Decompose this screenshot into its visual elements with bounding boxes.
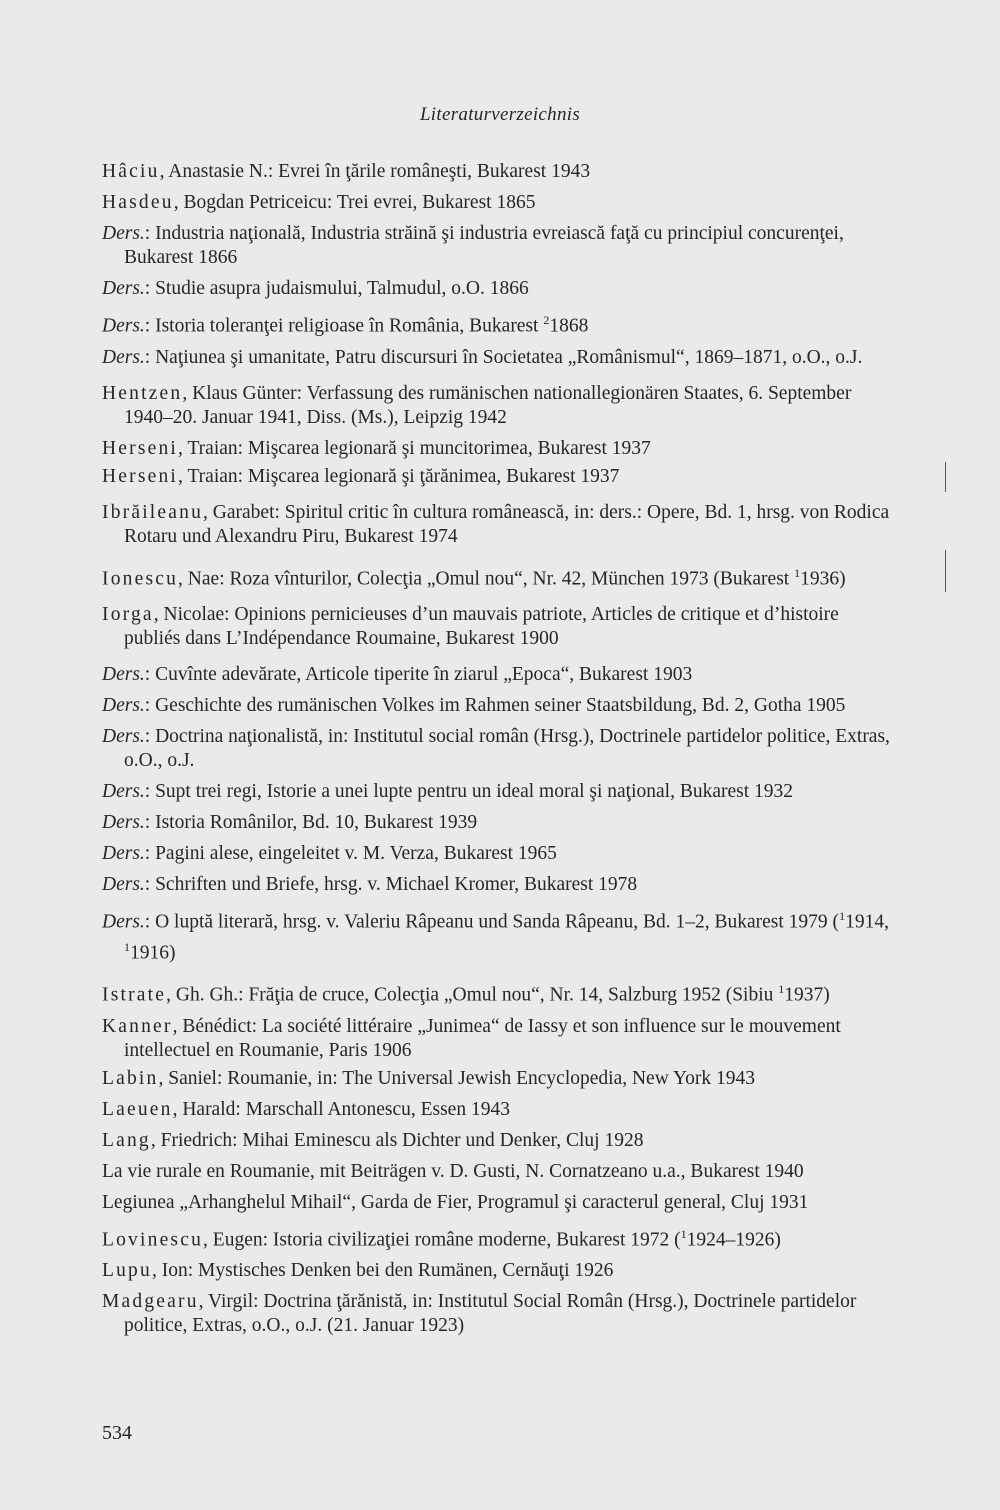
bibliography-entry (102, 694, 897, 718)
entry-text: , Bénédict: La société littéraire „Junimea“ de Iassy et son influence sur le mouvement intellectuel en Roumanie, Paris 1906 (124, 1015, 841, 1061)
entry-text: : Geschichte des rumänischen Volkes im Rahmen seiner Staatsbildung, Bd. 2, Gotha 1905 (144, 695, 846, 716)
entry-ders: Ders. (102, 346, 145, 368)
bibliography-entry (102, 904, 897, 965)
bleed-through-mark (945, 550, 946, 592)
entry-text: , Ion: Mystisches Denken bei den Rumänen, Cernăuţi 1926 (151, 1260, 614, 1281)
entry-text: , Saniel: Roumanie, in: The Universal Jewish Encyclopedia, New York 1943 (158, 1067, 755, 1089)
entry-text: : Doctrina naţionalistă, in: Institutul social român (Hrsg.), Doctrinele partidelor politice, Extras, o.O., o.J. (124, 726, 890, 771)
entry-text: , Gh. Gh.: Frăţia de cruce, Colecţia „Omul nou“, Nr. 14, Salzburg 1952 (Sibiu (166, 984, 779, 1006)
bibliography-list (102, 160, 897, 1345)
bibliography-entry (102, 725, 897, 773)
entry-author: Labin (102, 1067, 159, 1089)
entry-author: Hâciu (102, 161, 160, 182)
entry-text: , Traian: Mişcarea legionară şi muncitorimea, Bukarest 1937 (178, 437, 651, 459)
entry-author: Madgearu (102, 1291, 199, 1312)
entry-ders: Ders. (102, 812, 145, 833)
entry-author: Lupu (102, 1260, 152, 1281)
bibliography-entry (102, 561, 897, 592)
entry-ders: Ders. (102, 726, 145, 747)
entry-author: Hasdeu (102, 192, 174, 213)
bibliography-entry (102, 1259, 897, 1283)
bibliography-entry (102, 1160, 897, 1184)
entry-author: Herseni (102, 437, 179, 459)
entry-ders: Ders. (102, 695, 145, 716)
entry-text: Legiunea „Arhanghelul Mihail“, Garda de Fier, Programul şi caracterul general, Cluj 1931 (102, 1191, 809, 1213)
entry-text: , Friedrich: Mihai Eminescu als Dichter und Denker, Cluj 1928 (150, 1129, 644, 1151)
entry-text-cont: 1937) (784, 984, 830, 1006)
bibliography-entry (102, 873, 897, 897)
entry-text-cont: 1924–1926) (686, 1229, 781, 1250)
entry-author: Herseni (102, 465, 179, 487)
entry-text: , Bogdan Petriceicu: Trei evrei, Bukarest 1865 (173, 192, 536, 213)
bibliography-entry (102, 160, 897, 184)
running-head: Literaturverzeichnis (419, 104, 581, 125)
bibliography-entry (102, 501, 897, 549)
bibliography-entry (102, 1015, 897, 1063)
entry-author: Kanner (102, 1015, 173, 1037)
bibliography-entry (102, 1067, 897, 1091)
entry-ders: Ders. (102, 664, 145, 685)
entry-text: : Cuvînte adevărate, Articole tiperite în ziarul „Epoca“, Bukarest 1903 (144, 664, 693, 685)
page-number: 534 (102, 1422, 132, 1444)
entry-edition-sup: 1 (839, 909, 846, 923)
entry-text: : Industria naţională, Industria străină şi industria evreiască faţă cu principiul concurenţei, Bukarest 1866 (124, 223, 844, 268)
entry-edition-sup: 1 (778, 982, 785, 996)
bibliography-entry (102, 222, 897, 270)
bibliography-entry (102, 842, 897, 866)
bibliography-entry (102, 811, 897, 835)
entry-author: Iorga (102, 604, 154, 625)
bibliography-entry (102, 277, 897, 301)
entry-ders: Ders. (102, 911, 145, 933)
entry-text: : O luptă literară, hrsg. v. Valeriu Râpeanu und Sanda Râpeanu, Bd. 1–2, Bukarest 1979 ( (144, 911, 840, 933)
entry-edition-sup: 2 (543, 313, 550, 327)
entry-text: , Traian: Mişcarea legionară şi ţărănimea, Bukarest 1937 (178, 465, 620, 487)
bibliography-entry (102, 465, 897, 489)
entry-ders: Ders. (102, 315, 145, 337)
entry-text: : Naţiunea şi umanitate, Patru discursuri în Societatea „Românismul“, 1869–1871, o.O., o.J. (144, 346, 863, 368)
entry-author: Lang (102, 1129, 151, 1151)
entry-ders: Ders. (102, 874, 145, 895)
bibliography-entry (102, 603, 897, 651)
entry-author: Hentzen (102, 382, 183, 404)
entry-text: La vie rurale en Roumanie, mit Beiträgen v. D. Gusti, N. Cornatzeano u.a., Bukarest 1940 (102, 1160, 804, 1182)
entry-edition-sup: 1 (794, 565, 801, 580)
entry-text: : Supt trei regi, Istorie a unei lupte pentru un ideal moral şi naţional, Bukarest 1932 (144, 781, 794, 802)
entry-author: Ibrăileanu (102, 501, 204, 523)
bibliography-entry (102, 1129, 897, 1153)
bibliography-entry (102, 382, 897, 430)
bibliography-entry (102, 1098, 897, 1122)
bibliography-entry (102, 308, 897, 339)
entry-author: Istrate (102, 984, 167, 1006)
entry-text-cont: 1914, (845, 911, 889, 933)
entry-ders: Ders. (102, 278, 145, 299)
entry-text: , Eugen: Istoria civilizaţiei române moderne, Bukarest 1972 ( (203, 1229, 681, 1250)
bibliography-entry (102, 1290, 897, 1338)
entry-author: Lovinescu (102, 1229, 204, 1250)
bibliography-entry (102, 663, 897, 687)
entry-text-cont: 1936) (800, 568, 846, 589)
bibliography-entry (102, 780, 897, 804)
entry-text: : Istoria Românilor, Bd. 10, Bukarest 1939 (144, 812, 478, 833)
entry-text-cont: 1868 (549, 315, 589, 337)
entry-ders: Ders. (102, 781, 145, 802)
bibliography-entry (102, 977, 897, 1008)
entry-edition-sup: 1 (124, 939, 130, 954)
entry-ders: Ders. (102, 223, 145, 244)
bibliography-entry (102, 346, 897, 370)
bibliography-entry (102, 437, 897, 461)
entry-text: , Anastasie N.: Evrei în ţările româneşti, Bukarest 1943 (159, 161, 591, 182)
bleed-through-mark (945, 462, 946, 492)
entry-edition-sup: 1 (680, 1226, 687, 1241)
bibliography-entry (102, 1222, 897, 1253)
entry-ders: Ders. (102, 843, 145, 864)
entry-text: : Pagini alese, eingeleitet v. M. Verza, Bukarest 1965 (144, 843, 557, 864)
bibliography-entry (102, 1191, 897, 1215)
entry-author: Laeuen (102, 1098, 173, 1120)
entry-author: Ionescu (102, 568, 179, 589)
entry-text: , Garabet: Spiritul critic în cultura românească, in: ders.: Opere, Bd. 1, hrsg. von Rodica Rotaru und Alexandru Piru, Bukarest 1974 (124, 501, 890, 547)
entry-text: : Studie asupra judaismului, Talmudul, o.O. 1866 (144, 278, 529, 299)
entry-text-cont: 1916) (130, 942, 176, 963)
entry-text: , Nicolae: Opinions pernicieuses d’un mauvais patriote, Articles de critique et d’histoire publiés dans L’Indépendance Roumaine, Bukarest 1900 (124, 604, 839, 649)
entry-text: , Virgil: Doctrina ţărănistă, in: Institutul Social Român (Hrsg.), Doctrinele partidelor politice, Extras, o.O., o.J. (21. Januar 1923) (124, 1291, 857, 1336)
entry-text: , Klaus Günter: Verfassung des rumänischen nationallegionären Staates, 6. September 1940–20. Januar 1941, Diss. (Ms.), Leipzig 1942 (124, 382, 852, 428)
entry-text: , Nae: Roza vînturilor, Colecţia „Omul nou“, Nr. 42, München 1973 (Bukarest (178, 568, 795, 589)
bibliography-entry (102, 191, 897, 215)
entry-text: : Istoria toleranţei religioase în România, Bukarest (144, 315, 544, 337)
entry-text: , Harald: Marschall Antonescu, Essen 1943 (172, 1098, 510, 1120)
entry-text: : Schriften und Briefe, hrsg. v. Michael Kromer, Bukarest 1978 (144, 874, 638, 895)
